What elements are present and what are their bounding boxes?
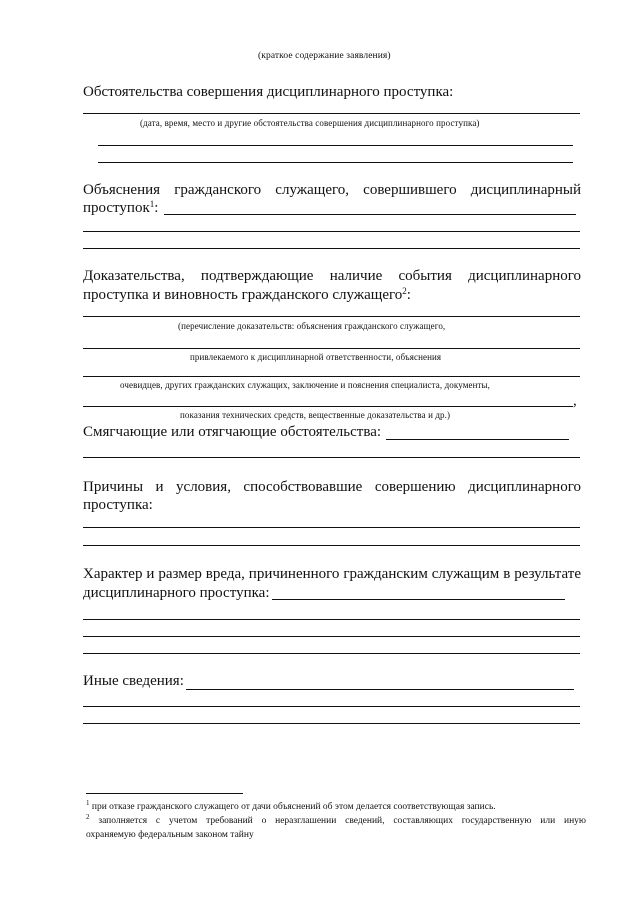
explanations-line-2[interactable] [83,231,580,232]
explanations-label-line2 [83,200,158,217]
mitigating-line-1[interactable] [386,439,569,440]
evidence-caption-2: привлекаемого к дисциплинарной ответственности, объяснения [190,352,442,362]
evidence-caption-1: (перечисление доказательств: объяснения гражданского служащего, [178,321,446,331]
harm-line-2[interactable] [83,619,580,620]
top-caption: (краткое содержание заявления) [258,51,391,61]
mitigating-line-2[interactable] [83,457,580,458]
footnote-2-line1 [86,815,586,827]
other-line-1[interactable] [186,689,574,690]
footnote-1 [86,801,496,813]
footnote-2-text: заполняется с учетом требований о неразглашении сведений, составляющих государственную или иную [98,816,587,826]
explanations-colon: : [154,200,159,216]
evidence-line-4[interactable] [83,406,573,407]
evidence-caption-3: очевидцев, других гражданских служащих, заключение и пояснения специалиста, документы, [120,380,491,390]
explanations-label-line1: Объяснения гражданского служащего, совершившего дисциплинарный [83,182,581,198]
explanations-word: проступок [83,200,150,216]
explanations-line-1[interactable] [164,214,576,215]
footnote-1-text: при отказе гражданского служащего от дачи объяснений об этом делается соответствующая запись. [91,802,496,812]
footnote-2-line2: охраняемую федеральным законом тайну [86,830,254,840]
other-line-2[interactable] [83,706,580,707]
causes-label-line2: проступка: [83,497,153,513]
evidence-line-2[interactable] [83,348,580,349]
evidence-colon: : [406,287,411,303]
harm-line-1[interactable] [272,599,565,600]
harm-line-4[interactable] [83,653,580,654]
circumstances-line-1[interactable] [83,113,580,114]
evidence-caption-4: показания технических средств, вещественные доказательства и др.) [180,410,451,420]
causes-label-line1: Причины и условия, способствовавшие совершению дисциплинарного [83,479,581,495]
footnote-ref-2: 2 [402,286,407,296]
footnote-2-mark: 2 [86,813,90,821]
harm-label-line1: Характер и размер вреда, причиненного гражданским служащим в результате [83,566,581,582]
causes-line-2[interactable] [83,545,580,546]
evidence-label-line1: Доказательства, подтверждающие наличие события дисциплинарного [83,268,581,284]
harm-label-line2: дисциплинарного проступка: [83,585,270,601]
evidence-line-4-comma: , [573,393,577,409]
harm-line-3[interactable] [83,636,580,637]
footnote-separator [86,793,243,794]
footnote-ref-1: 1 [149,199,155,209]
mitigating-label: Смягчающие или отягчающие обстоятельства: [83,424,382,440]
footnote-1-mark: 1 [86,799,90,807]
other-label: Иные сведения: [83,673,184,689]
evidence-line-3[interactable] [83,376,580,377]
evidence-label-line2 [83,287,411,304]
circumstances-label: Обстоятельства совершения дисциплинарного проступка: [83,84,454,100]
circumstances-line-3[interactable] [98,162,573,163]
explanations-line-3[interactable] [83,248,580,249]
evidence-line-1[interactable] [83,316,580,317]
causes-line-1[interactable] [83,527,580,528]
other-line-3[interactable] [83,723,580,724]
circumstances-caption: (дата, время, место и другие обстоятельства совершения дисциплинарного проступка) [140,118,480,128]
evidence-text: проступка и виновность гражданского служащего [83,287,403,303]
circumstances-line-2[interactable] [98,145,573,146]
